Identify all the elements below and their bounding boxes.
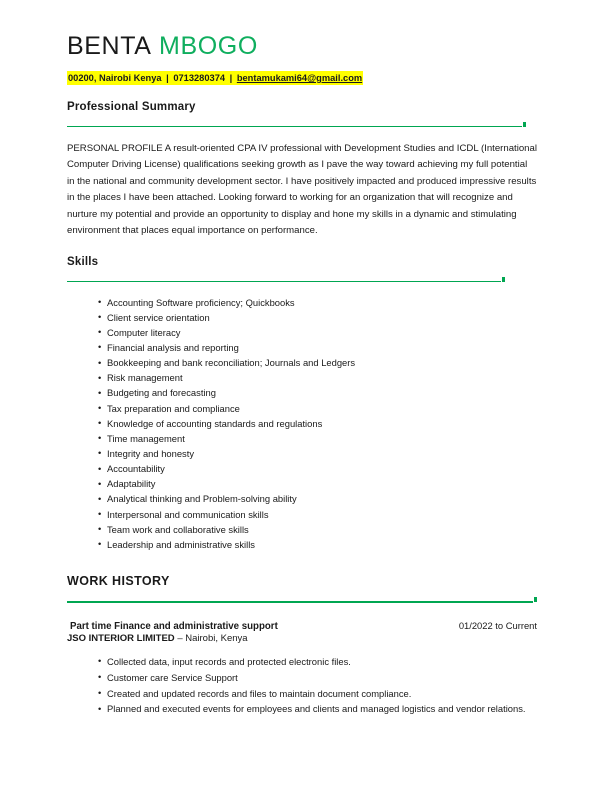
job-location: – Nairobi, Kenya — [174, 632, 248, 644]
section-rule-work-history — [67, 597, 527, 607]
contact-line — [67, 72, 527, 85]
section-professional-summary — [67, 100, 537, 240]
section-rule-tick — [523, 122, 526, 127]
work-history-entry — [67, 619, 537, 717]
list-item: • Created and updated records and files to maintain document compliance. — [98, 686, 527, 702]
list-item: • Tax preparation and compliance — [98, 401, 527, 416]
job-company: JSO INTERIOR LIMITED — [67, 632, 175, 644]
list-item: • Interpersonal and communication skills — [98, 507, 527, 522]
list-item: • Time management — [98, 431, 527, 446]
list-item: • Integrity and honesty — [98, 446, 527, 461]
list-item: • Collected data, input records and protected electronic files. — [98, 654, 527, 670]
list-item: • Risk management — [98, 370, 527, 385]
section-rule-line — [67, 126, 522, 128]
list-item: • Knowledge of accounting standards and regulations — [98, 416, 527, 431]
list-item: • Bookkeeping and bank reconciliation; Journals and Ledgers — [98, 355, 527, 370]
list-item: • Team work and collaborative skills — [98, 522, 527, 537]
contact-phone: 0713280374 — [173, 73, 226, 83]
list-item: • Adaptability — [98, 476, 527, 491]
list-item: • Accounting Software proficiency; Quickbooks — [98, 295, 527, 310]
list-item: • Accountability — [98, 461, 527, 476]
first-name: BENTA — [67, 32, 152, 60]
list-item: • Client service orientation — [98, 310, 527, 325]
list-item: • Budgeting and forecasting — [98, 385, 527, 400]
section-rule-line — [67, 601, 533, 603]
list-item: • Analytical thinking and Problem-solving ability — [98, 491, 527, 506]
list-item: • Customer care Service Support — [98, 670, 527, 686]
last-name: MBOGO — [159, 32, 258, 60]
section-work-history — [67, 573, 537, 717]
contact-email-link[interactable]: bentamukami64@gmail.com — [236, 73, 363, 83]
list-item: • Leadership and administrative skills — [98, 537, 527, 552]
job-title: Part time Finance and administrative support — [70, 620, 278, 632]
list-item: • Computer literacy — [98, 325, 527, 340]
section-skills — [67, 256, 527, 552]
section-title-skills: Skills — [67, 255, 99, 268]
job-dates: 01/2022 to Current — [458, 619, 537, 631]
list-item: • Planned and executed events for employees and clients and managed logistics and vendor relations. — [98, 701, 527, 717]
list-item: • Financial analysis and reporting — [98, 340, 527, 355]
section-rule-tick — [502, 277, 505, 282]
contact-email-highlight — [236, 71, 363, 85]
section-title-summary: Professional Summary — [67, 100, 196, 113]
section-rule-summary — [67, 122, 527, 132]
contact-address: 00200, Nairobi Kenya — [68, 73, 162, 83]
contact-separator-2: | — [227, 73, 235, 83]
summary-text: PERSONAL PROFILE A result-oriented CPA IV professional with Development Studies and ICDL (International Computer Driving License) qualifications seeking growth as I pave the way toward achieving my full potential in the national and community development sector. I have positively impacted and produced impressive results in the places I have been attached. Looking forward to working for an organization that will recognize and nurture my potential and provide an opportunity to display and hone my skills in a dynamic and stimulating environment that places equal importance on performance. — [67, 142, 537, 237]
section-rule-skills — [67, 277, 527, 287]
candidate-name — [67, 34, 527, 59]
job-header-row — [67, 620, 537, 632]
skills-list — [67, 295, 527, 552]
contact-separator-1: | — [163, 73, 172, 83]
section-rule-tick — [534, 597, 537, 602]
resume-content — [67, 0, 537, 717]
job-company-line — [67, 633, 527, 644]
section-title-work-history: WORK HISTORY — [67, 573, 170, 588]
section-rule-line — [67, 281, 501, 283]
name-space — [152, 32, 160, 60]
job-responsibilities-list — [67, 654, 527, 717]
